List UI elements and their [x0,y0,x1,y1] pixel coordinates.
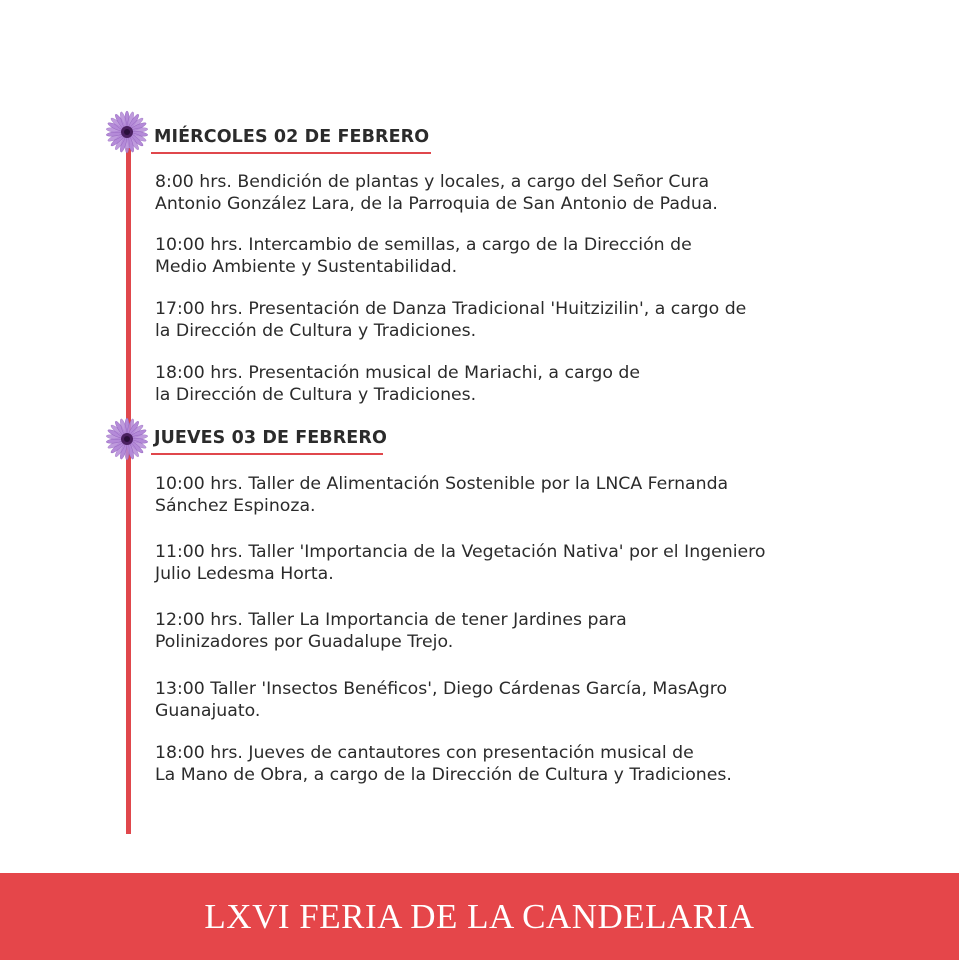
event-item [155,609,627,653]
event-line: 10:00 hrs. Intercambio de semillas, a cargo de la Dirección de [155,235,692,255]
timeline-line [126,148,131,834]
event-line: Guanajuato. [155,701,261,721]
event-line: 18:00 hrs. Presentación musical de Mariachi, a cargo de [155,363,641,383]
event-item [155,473,728,517]
event-item [155,171,718,215]
event-line: Polinizadores por Guadalupe Trejo. [155,632,454,652]
flower-icon [104,416,150,462]
event-item [155,362,640,406]
event-item [155,742,732,786]
event-line: La Mano de Obra, a cargo de la Dirección de Cultura y Tradiciones. [155,765,732,785]
flower-icon [104,109,150,155]
footer-banner [0,873,959,960]
event-line: Sánchez Espinoza. [155,496,316,516]
event-item [155,541,765,585]
event-line: Medio Ambiente y Sustentabilidad. [155,257,458,277]
heading-underline [151,152,431,154]
event-line: 18:00 hrs. Jueves de cantautores con presentación musical de [155,743,694,763]
event-line: 8:00 hrs. Bendición de plantas y locales, a cargo del Señor Cura [155,172,710,192]
event-line: 17:00 hrs. Presentación de Danza Tradicional 'Huitzizilin', a cargo de [155,299,747,319]
event-line: la Dirección de Cultura y Tradiciones. [155,321,477,341]
event-line: 12:00 hrs. Taller La Importancia de tener Jardines para [155,610,627,630]
heading-underline [151,453,383,455]
day-heading: JUEVES 03 DE FEBRERO [154,428,387,448]
event-line: 13:00 Taller 'Insectos Benéficos', Diego Cárdenas García, MasAgro [155,679,728,699]
event-item [155,234,692,278]
event-line: la Dirección de Cultura y Tradiciones. [155,385,477,405]
event-item [155,298,746,342]
event-line: 10:00 hrs. Taller de Alimentación Sostenible por la LNCA Fernanda [155,474,729,494]
event-line: Julio Ledesma Horta. [155,564,334,584]
event-line: Antonio González Lara, de la Parroquia de San Antonio de Padua. [155,194,718,214]
footer-title: LXVI FERIA DE LA CANDELARIA [204,897,755,936]
event-item [155,678,727,722]
day-heading: MIÉRCOLES 02 DE FEBRERO [154,127,430,147]
event-line: 11:00 hrs. Taller 'Importancia de la Vegetación Nativa' por el Ingeniero [155,542,766,562]
